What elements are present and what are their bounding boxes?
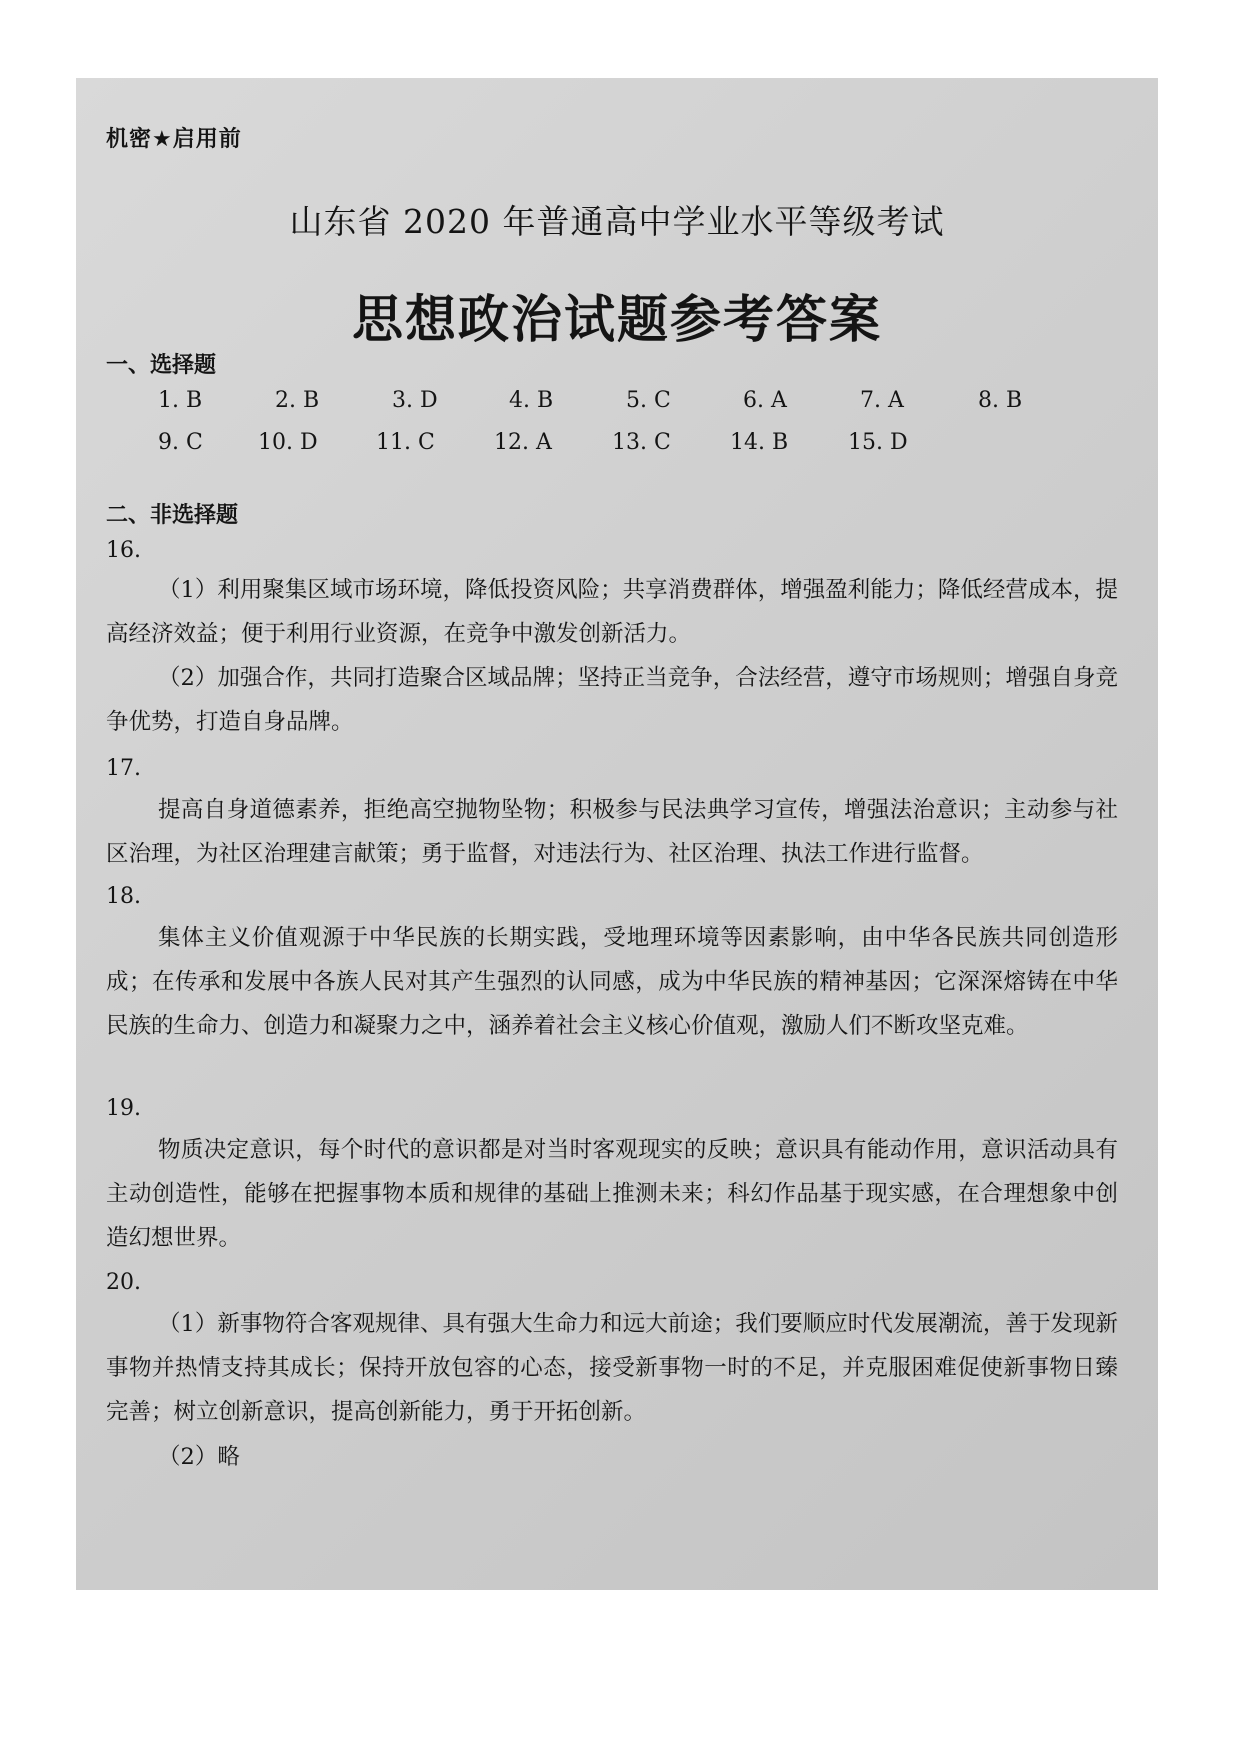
question-number-16: 16. — [106, 538, 141, 563]
choice-answer: 13. C — [612, 430, 671, 455]
choice-answer: 14. B — [730, 430, 789, 455]
answer-19: 物质决定意识，每个时代的意识都是对当时客观现实的反映；意识具有能动作用，意识活动具有主动创造性，能够在把握事物本质和规律的基础上推测未来；科幻作品基于现实感，在合理想象中创造幻想世界。 — [106, 1137, 1118, 1251]
choice-answer: 4. B — [509, 388, 554, 413]
section-heading-choice: 一、选择题 — [106, 353, 217, 378]
choice-answer: 6. A — [743, 388, 787, 413]
section-heading-non-choice: 二、非选择题 — [106, 503, 239, 528]
answer-16-part-2: （2）加强合作，共同打造聚合区域品牌；坚持正当竞争，合法经营，遵守市场规则；增强自身竞争优势，打造自身品牌。 — [106, 665, 1118, 735]
choice-answer: 11. C — [376, 430, 435, 455]
answer-16-part-1: （1）利用聚集区域市场环境，降低投资风险；共享消费群体，增强盈利能力；降低经营成本，提高经济效益；便于利用行业资源，在竞争中激发创新活力。 — [106, 577, 1118, 647]
choice-answer: 12. A — [494, 430, 552, 455]
choice-answer: 1. B — [158, 388, 203, 413]
answer-sheet — [76, 78, 1158, 1590]
choice-answer: 5. C — [626, 388, 671, 413]
choice-answer: 8. B — [978, 388, 1023, 413]
confidential-mark: 机密★启用前 — [106, 127, 242, 152]
question-number-18: 18. — [106, 884, 141, 909]
choice-answer: 9. C — [158, 430, 203, 455]
exam-title: 山东省 2020 年普通高中学业水平等级考试 — [289, 202, 945, 241]
question-number-17: 17. — [106, 756, 141, 781]
choice-answer: 15. D — [848, 430, 908, 455]
answer-20-part-1: （1）新事物符合客观规律、具有强大生命力和远大前途；我们要顺应时代发展潮流，善于发现新事物并热情支持其成长；保持开放包容的心态，接受新事物一时的不足，并克服困难促使新事物日臻完善；树立创新意识，提高创新能力，勇于开拓创新。 — [106, 1311, 1118, 1425]
question-number-19: 19. — [106, 1096, 141, 1121]
choice-answer: 10. D — [258, 430, 318, 455]
answer-20-part-2: （2）略 — [158, 1444, 240, 1470]
choice-answer: 2. B — [275, 388, 320, 413]
page-title: 思想政治试题参考答案 — [351, 290, 882, 350]
choice-answer: 7. A — [860, 388, 904, 413]
question-number-20: 20. — [106, 1270, 141, 1295]
answer-17: 提高自身道德素养，拒绝高空抛物坠物；积极参与民法典学习宣传，增强法治意识；主动参与社区治理，为社区治理建言献策；勇于监督，对违法行为、社区治理、执法工作进行监督。 — [106, 797, 1118, 867]
answer-18: 集体主义价值观源于中华民族的长期实践，受地理环境等因素影响，由中华各民族共同创造形成；在传承和发展中各族人民对其产生强烈的认同感，成为中华民族的精神基因；它深深熔铸在中华民族的生命力、创造力和凝聚力之中，涵养着社会主义核心价值观，激励人们不断攻坚克难。 — [106, 925, 1118, 1039]
choice-answer: 3. D — [392, 388, 438, 413]
